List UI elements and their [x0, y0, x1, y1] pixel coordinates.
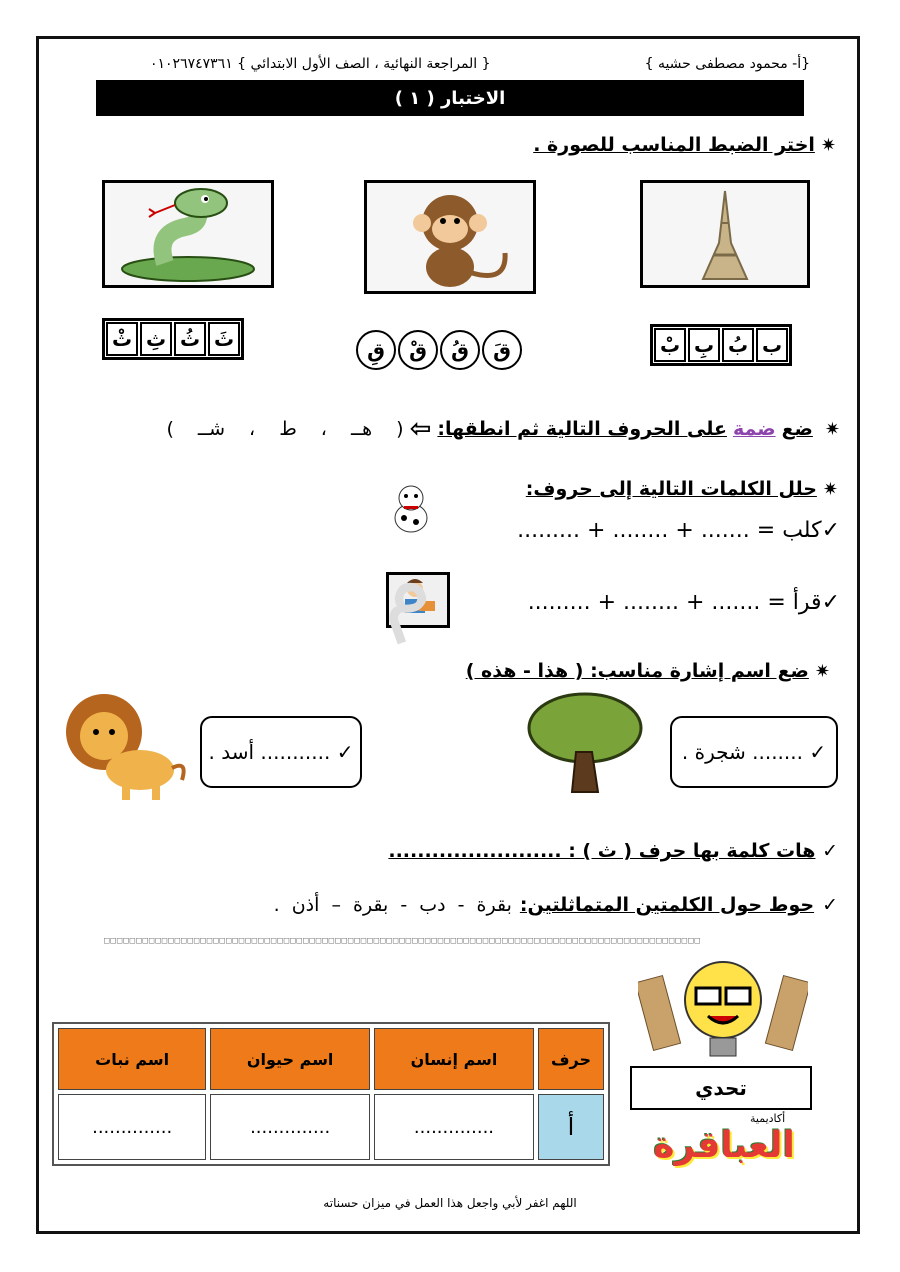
lion-image	[52, 690, 192, 806]
question-2-text: على الحروف التالية ثم انطقها:	[437, 418, 727, 440]
question-2-highlight: ضمة	[732, 418, 776, 440]
question-6-label: حوط حول الكلمتين المتماثلتين:	[519, 894, 815, 916]
option-tha-3[interactable]: ثِ	[140, 322, 172, 356]
analyze-qara-text[interactable]: قرأ = ....... + ........ + .........	[527, 590, 822, 615]
snake-image	[102, 180, 274, 288]
question-3	[526, 478, 838, 500]
option-ba-3[interactable]: بِ	[688, 328, 720, 362]
table-cell-letter: أ	[538, 1094, 604, 1160]
challenge-table	[52, 1022, 610, 1166]
header-subtitle: { المراجعة النهائية ، الصف الأول الابتدائي } ٠١٠٢٦٧٤٧٣٦١	[150, 56, 491, 72]
tree-image	[526, 692, 644, 798]
lion-sentence[interactable]: ........... أسد .	[208, 740, 331, 764]
check-icon: ✓	[821, 590, 840, 615]
star-icon: ✷	[824, 418, 840, 440]
divider-line: □□□□□□□□□□□□□□□□□□□□□□□□□□□□□□□□□□□□□□□□□□□□□□□□□□□□□□□□□□□□□□□□□□□□□□□□□□□□□□□□□□□□□□□□□□□□□	[104, 936, 701, 946]
table-cell-animal[interactable]: ..............	[210, 1094, 370, 1160]
lion-sentence-box	[200, 716, 362, 788]
teacher-name: {أ- محمود مصطفى حشيه }	[644, 56, 810, 72]
header-line	[150, 56, 810, 72]
arrow-left-icon: ⇦	[409, 414, 432, 444]
check-icon: ✓	[809, 740, 827, 764]
analyze-word-qara	[528, 590, 840, 615]
option-qaf-3[interactable]: قْ	[398, 330, 438, 370]
table-header-row	[58, 1028, 604, 1090]
eiffel-tower-image	[640, 180, 810, 288]
question-4	[466, 660, 830, 682]
check-icon: ✓	[822, 894, 838, 916]
table-header: اسم إنسان	[374, 1028, 534, 1090]
brand-small: أكاديمية	[750, 1112, 786, 1125]
option-ba-2[interactable]: بُ	[722, 328, 754, 362]
option-tha-2[interactable]: ثُ	[174, 322, 206, 356]
star-icon: ✷	[822, 479, 838, 500]
watermark: م	[356, 529, 445, 647]
question-5	[388, 840, 838, 862]
option-ba-4[interactable]: بْ	[654, 328, 686, 362]
table-header: اسم نبات	[58, 1028, 206, 1090]
option-set-tha	[102, 318, 244, 360]
check-icon: ✓	[821, 518, 840, 543]
question-3-text: حلل الكلمات التالية إلى حروف:	[525, 478, 817, 500]
question-2-letters: ( هــ ، ط ، شــ )	[166, 418, 404, 440]
star-icon: ✷	[814, 661, 830, 682]
question-1-text: اختر الضبط المناسب للصورة .	[533, 134, 815, 156]
analyze-kalb-text[interactable]: كلب = ....... + ........ + .........	[517, 518, 822, 543]
option-qaf-4[interactable]: قِ	[356, 330, 396, 370]
exam-title: الاختبار ( ١ )	[96, 80, 804, 116]
check-icon: ✓	[336, 740, 354, 764]
option-ba-1[interactable]: ب	[756, 328, 788, 362]
option-tha-4[interactable]: ثْ	[106, 322, 138, 356]
question-4-text: ضع اسم إشارة مناسب: ( هذا - هذه )	[465, 660, 809, 682]
brand-logo: العباقرة	[653, 1124, 795, 1166]
star-icon: ✷	[820, 135, 836, 156]
question-6-words[interactable]: بقرة - دب - بقرة – أذن .	[273, 894, 512, 916]
question-2-prefix: ضع	[781, 418, 813, 440]
question-2	[166, 414, 840, 444]
table-header: حرف	[538, 1028, 604, 1090]
table-cell-person[interactable]: ..............	[374, 1094, 534, 1160]
option-qaf-2[interactable]: قُ	[440, 330, 480, 370]
table-cell-plant[interactable]: ..............	[58, 1094, 206, 1160]
analyze-word-kalb	[517, 518, 840, 543]
mascot-bulb-image	[638, 958, 808, 1062]
question-5-text[interactable]: هات كلمة بها حرف ( ث ) : ........................	[388, 840, 816, 862]
footer-prayer: اللهم اغفر لأبي واجعل هذا العمل في ميزان حسناته	[323, 1196, 577, 1210]
table-header: اسم حيوان	[210, 1028, 370, 1090]
question-6	[274, 894, 838, 916]
option-tha-1[interactable]: ثَ	[208, 322, 240, 356]
check-icon: ✓	[822, 840, 838, 862]
monkey-image	[364, 180, 536, 294]
challenge-label: تحدي	[630, 1066, 812, 1110]
option-set-qaf	[356, 330, 522, 370]
question-1	[533, 134, 836, 156]
tree-sentence[interactable]: ........ شجرة .	[681, 740, 803, 764]
option-set-ba	[650, 324, 792, 366]
table-row	[58, 1094, 604, 1160]
tree-sentence-box	[670, 716, 838, 788]
option-qaf-1[interactable]: قَ	[482, 330, 522, 370]
